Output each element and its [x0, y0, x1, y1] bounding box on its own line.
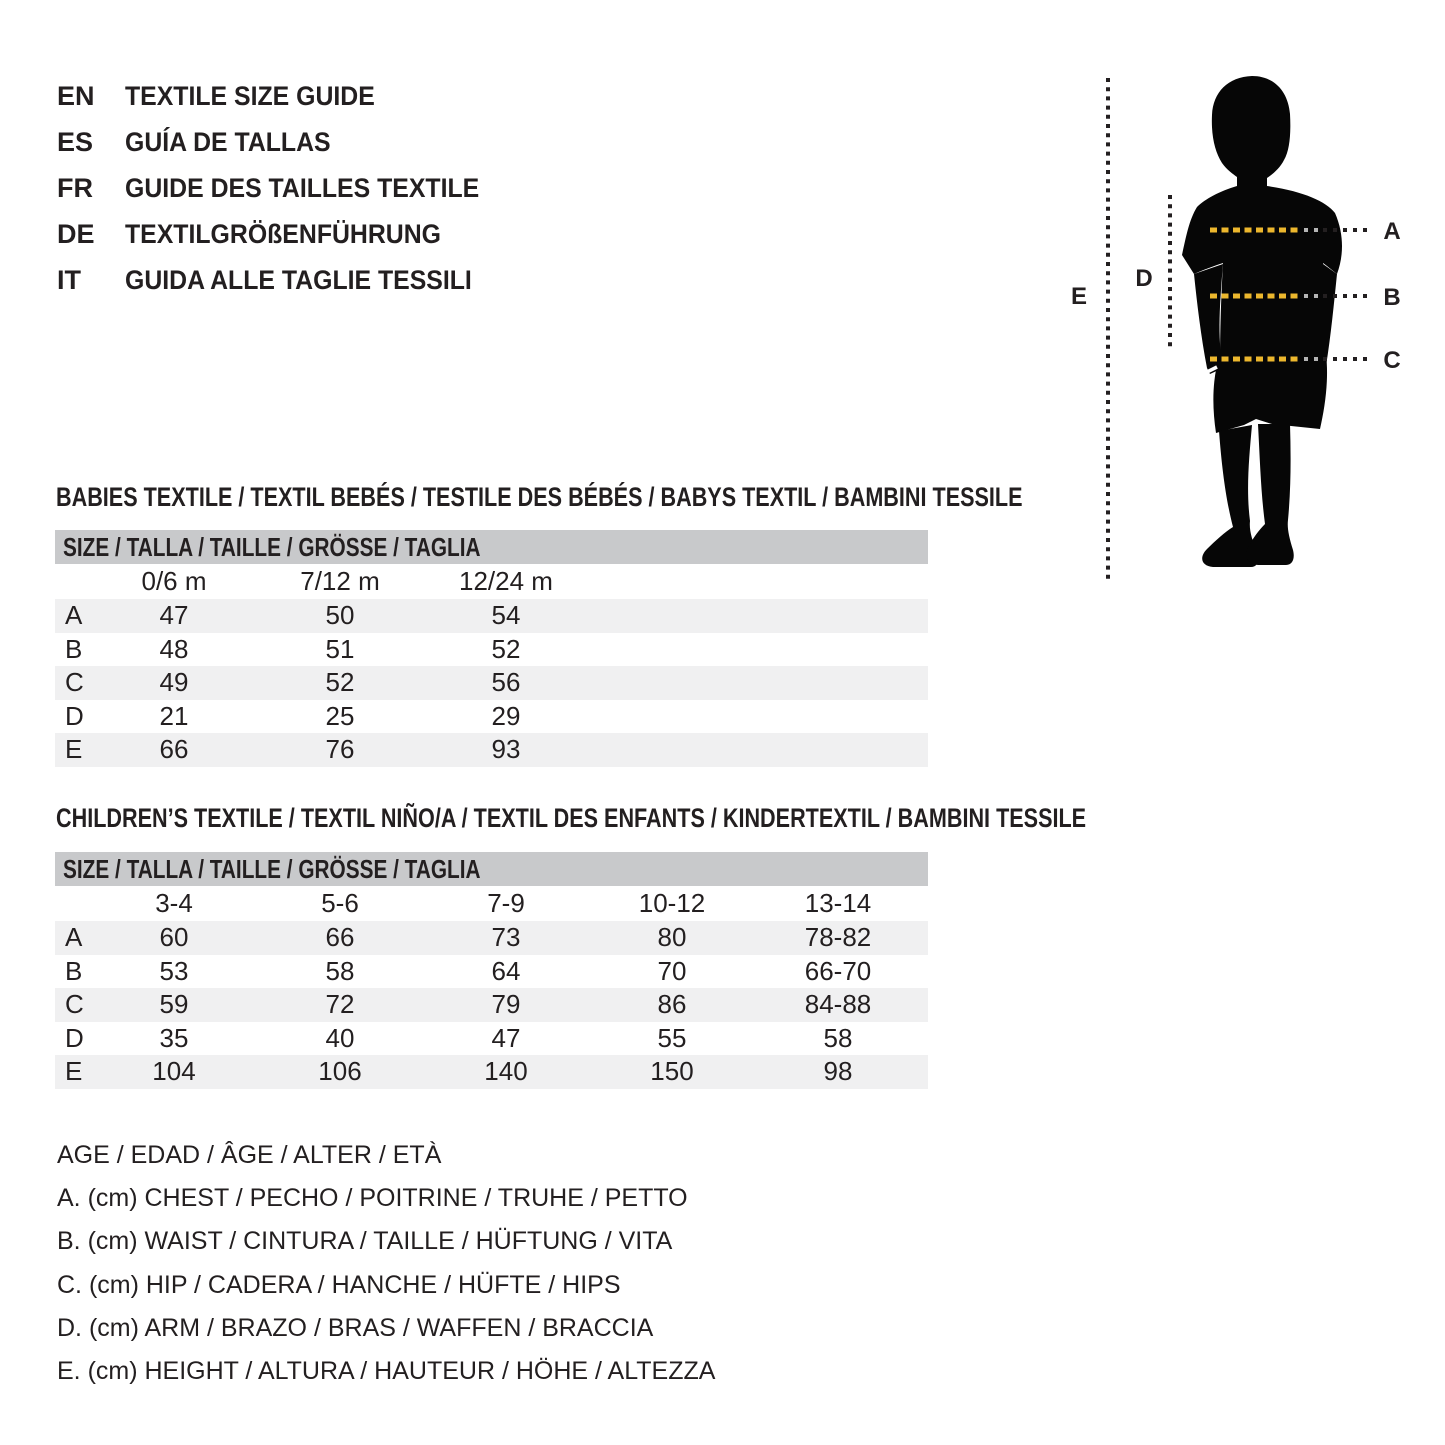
column-header: 7-9 — [487, 888, 525, 918]
silhouette-left-arm — [1194, 264, 1223, 374]
language-code: EN — [57, 80, 95, 111]
children-size-header-bar — [55, 852, 928, 886]
size-cell: 93 — [491, 734, 521, 765]
size-cell: 49 — [159, 667, 189, 698]
size-cell: 56 — [491, 667, 521, 698]
size-cell: 104 — [152, 1056, 196, 1087]
size-cell: 29 — [491, 700, 521, 731]
size-cell: 58 — [325, 955, 355, 986]
language-title: GUÍA DE TALLAS — [125, 126, 331, 157]
legend-line-waist: B. (cm) WAIST / CINTURA / TAILLE / HÜFTUNG / VITA — [57, 1227, 673, 1256]
size-cell: 106 — [318, 1056, 362, 1087]
size-cell: 58 — [823, 1022, 853, 1053]
size-cell: 66-70 — [804, 955, 872, 986]
language-title: GUIDA ALLE TAGLIE TESSILI — [125, 264, 472, 295]
size-header-label: SIZE / TALLA / TAILLE / GRÖSSE / TAGLIA — [63, 531, 481, 562]
mark-label-d: D — [1135, 265, 1153, 292]
child-silhouette-figure — [1040, 60, 1445, 600]
size-cell: 40 — [325, 1022, 355, 1053]
size-cell: 52 — [491, 633, 521, 664]
table-row-c — [55, 988, 928, 1022]
babies-column-header-row — [55, 564, 928, 599]
size-header-label: SIZE / TALLA / TAILLE / GRÖSSE / TAGLIA — [63, 853, 481, 884]
size-cell: 35 — [159, 1022, 189, 1053]
legend-line-height: E. (cm) HEIGHT / ALTURA / HAUTEUR / HÖHE / ALTEZZA — [57, 1357, 716, 1386]
language-row-es — [57, 119, 510, 165]
row-label: B — [65, 633, 83, 664]
row-label: E — [65, 734, 83, 765]
measurement-diagram — [1040, 60, 1445, 600]
table-row-b — [55, 633, 928, 667]
size-cell: 47 — [491, 1022, 521, 1053]
size-cell: 25 — [325, 700, 355, 731]
mark-label-c: C — [1383, 347, 1401, 374]
column-header: 12/24 m — [459, 566, 553, 596]
babies-section-heading — [56, 482, 1264, 512]
size-cell: 80 — [657, 922, 687, 953]
legend-line-chest: A. (cm) CHEST / PECHO / POITRINE / TRUHE / PETTO — [57, 1184, 688, 1213]
language-row-fr — [57, 165, 510, 211]
children-heading-text: CHILDREN’S TEXTILE / TEXTIL NIÑO/A / TEXTIL DES ENFANTS / KINDERTEXTIL / BAMBINI TESSILE — [56, 803, 1087, 833]
table-row-d — [55, 1022, 928, 1056]
size-cell: 98 — [823, 1056, 853, 1087]
silhouette-head — [1212, 76, 1290, 192]
language-title: GUIDE DES TAILLES TEXTILE — [125, 172, 480, 203]
table-row-e — [55, 733, 928, 767]
size-cell: 52 — [325, 667, 355, 698]
size-cell: 64 — [491, 955, 521, 986]
size-cell: 50 — [325, 600, 355, 631]
language-row-de — [57, 211, 510, 257]
language-list — [57, 73, 510, 303]
language-code: DE — [57, 218, 95, 249]
size-cell: 66 — [159, 734, 189, 765]
column-header: 5-6 — [321, 888, 359, 918]
table-row-d — [55, 700, 928, 734]
row-label: D — [65, 700, 84, 731]
size-cell: 51 — [325, 633, 355, 664]
column-header: 0/6 m — [141, 566, 207, 596]
size-cell: 21 — [159, 700, 189, 731]
language-title: TEXTILE SIZE GUIDE — [125, 80, 375, 111]
language-title: TEXTILGRÖßENFÜHRUNG — [125, 218, 442, 249]
size-cell: 70 — [657, 955, 687, 986]
size-cell: 66 — [325, 922, 355, 953]
row-label: E — [65, 1056, 83, 1087]
row-label: B — [65, 955, 83, 986]
size-cell: 73 — [491, 922, 521, 953]
size-cell: 47 — [159, 600, 189, 631]
table-row-c — [55, 666, 928, 700]
table-row-b — [55, 955, 928, 989]
table-row-e — [55, 1055, 928, 1089]
size-cell: 72 — [325, 989, 355, 1020]
language-code: IT — [57, 264, 81, 295]
row-label: C — [65, 667, 84, 698]
size-cell: 84-88 — [804, 989, 872, 1020]
silhouette-shorts — [1213, 354, 1327, 433]
babies-size-header-bar — [55, 530, 928, 564]
children-column-header-row — [55, 886, 928, 921]
babies-size-table — [55, 530, 928, 767]
row-label: A — [65, 922, 83, 953]
legend-line-hip: C. (cm) HIP / CADERA / HANCHE / HÜFTE / HIPS — [57, 1270, 621, 1299]
table-row-a — [55, 599, 928, 633]
row-label: A — [65, 600, 83, 631]
mark-label-a: A — [1383, 218, 1401, 245]
row-label: D — [65, 1022, 84, 1053]
language-code: FR — [57, 172, 93, 203]
language-row-en — [57, 73, 510, 119]
children-section-heading — [56, 803, 1344, 833]
legend-line-arm: D. (cm) ARM / BRAZO / BRAS / WAFFEN / BRACCIA — [57, 1313, 654, 1342]
column-header: 13-14 — [804, 888, 872, 918]
size-cell: 86 — [657, 989, 687, 1020]
column-header: 3-4 — [155, 888, 193, 918]
children-size-table — [55, 852, 928, 1089]
size-cell: 55 — [657, 1022, 687, 1053]
language-row-it — [57, 257, 510, 303]
size-cell: 140 — [484, 1056, 528, 1087]
babies-heading-text: BABIES TEXTILE / TEXTIL BEBÉS / TESTILE DES BÉBÉS / BABYS TEXTIL / BAMBINI TESSILE — [56, 482, 1023, 512]
measurement-legend — [57, 1134, 715, 1393]
size-cell: 79 — [491, 989, 521, 1020]
mark-label-e: E — [1070, 283, 1088, 310]
size-cell: 78-82 — [804, 922, 872, 953]
mark-label-b: B — [1383, 284, 1401, 311]
column-header: 7/12 m — [300, 566, 380, 596]
row-label: C — [65, 989, 84, 1020]
language-code: ES — [57, 126, 94, 157]
size-cell: 150 — [650, 1056, 694, 1087]
size-cell: 53 — [159, 955, 189, 986]
column-header: 10-12 — [638, 888, 706, 918]
legend-line-age: AGE / EDAD / ÂGE / ALTER / ETÀ — [57, 1141, 442, 1169]
size-cell: 48 — [159, 633, 189, 664]
table-row-a — [55, 921, 928, 955]
size-cell: 59 — [159, 989, 189, 1020]
size-cell: 60 — [159, 922, 189, 953]
size-cell: 54 — [491, 600, 521, 631]
size-cell: 76 — [325, 734, 355, 765]
